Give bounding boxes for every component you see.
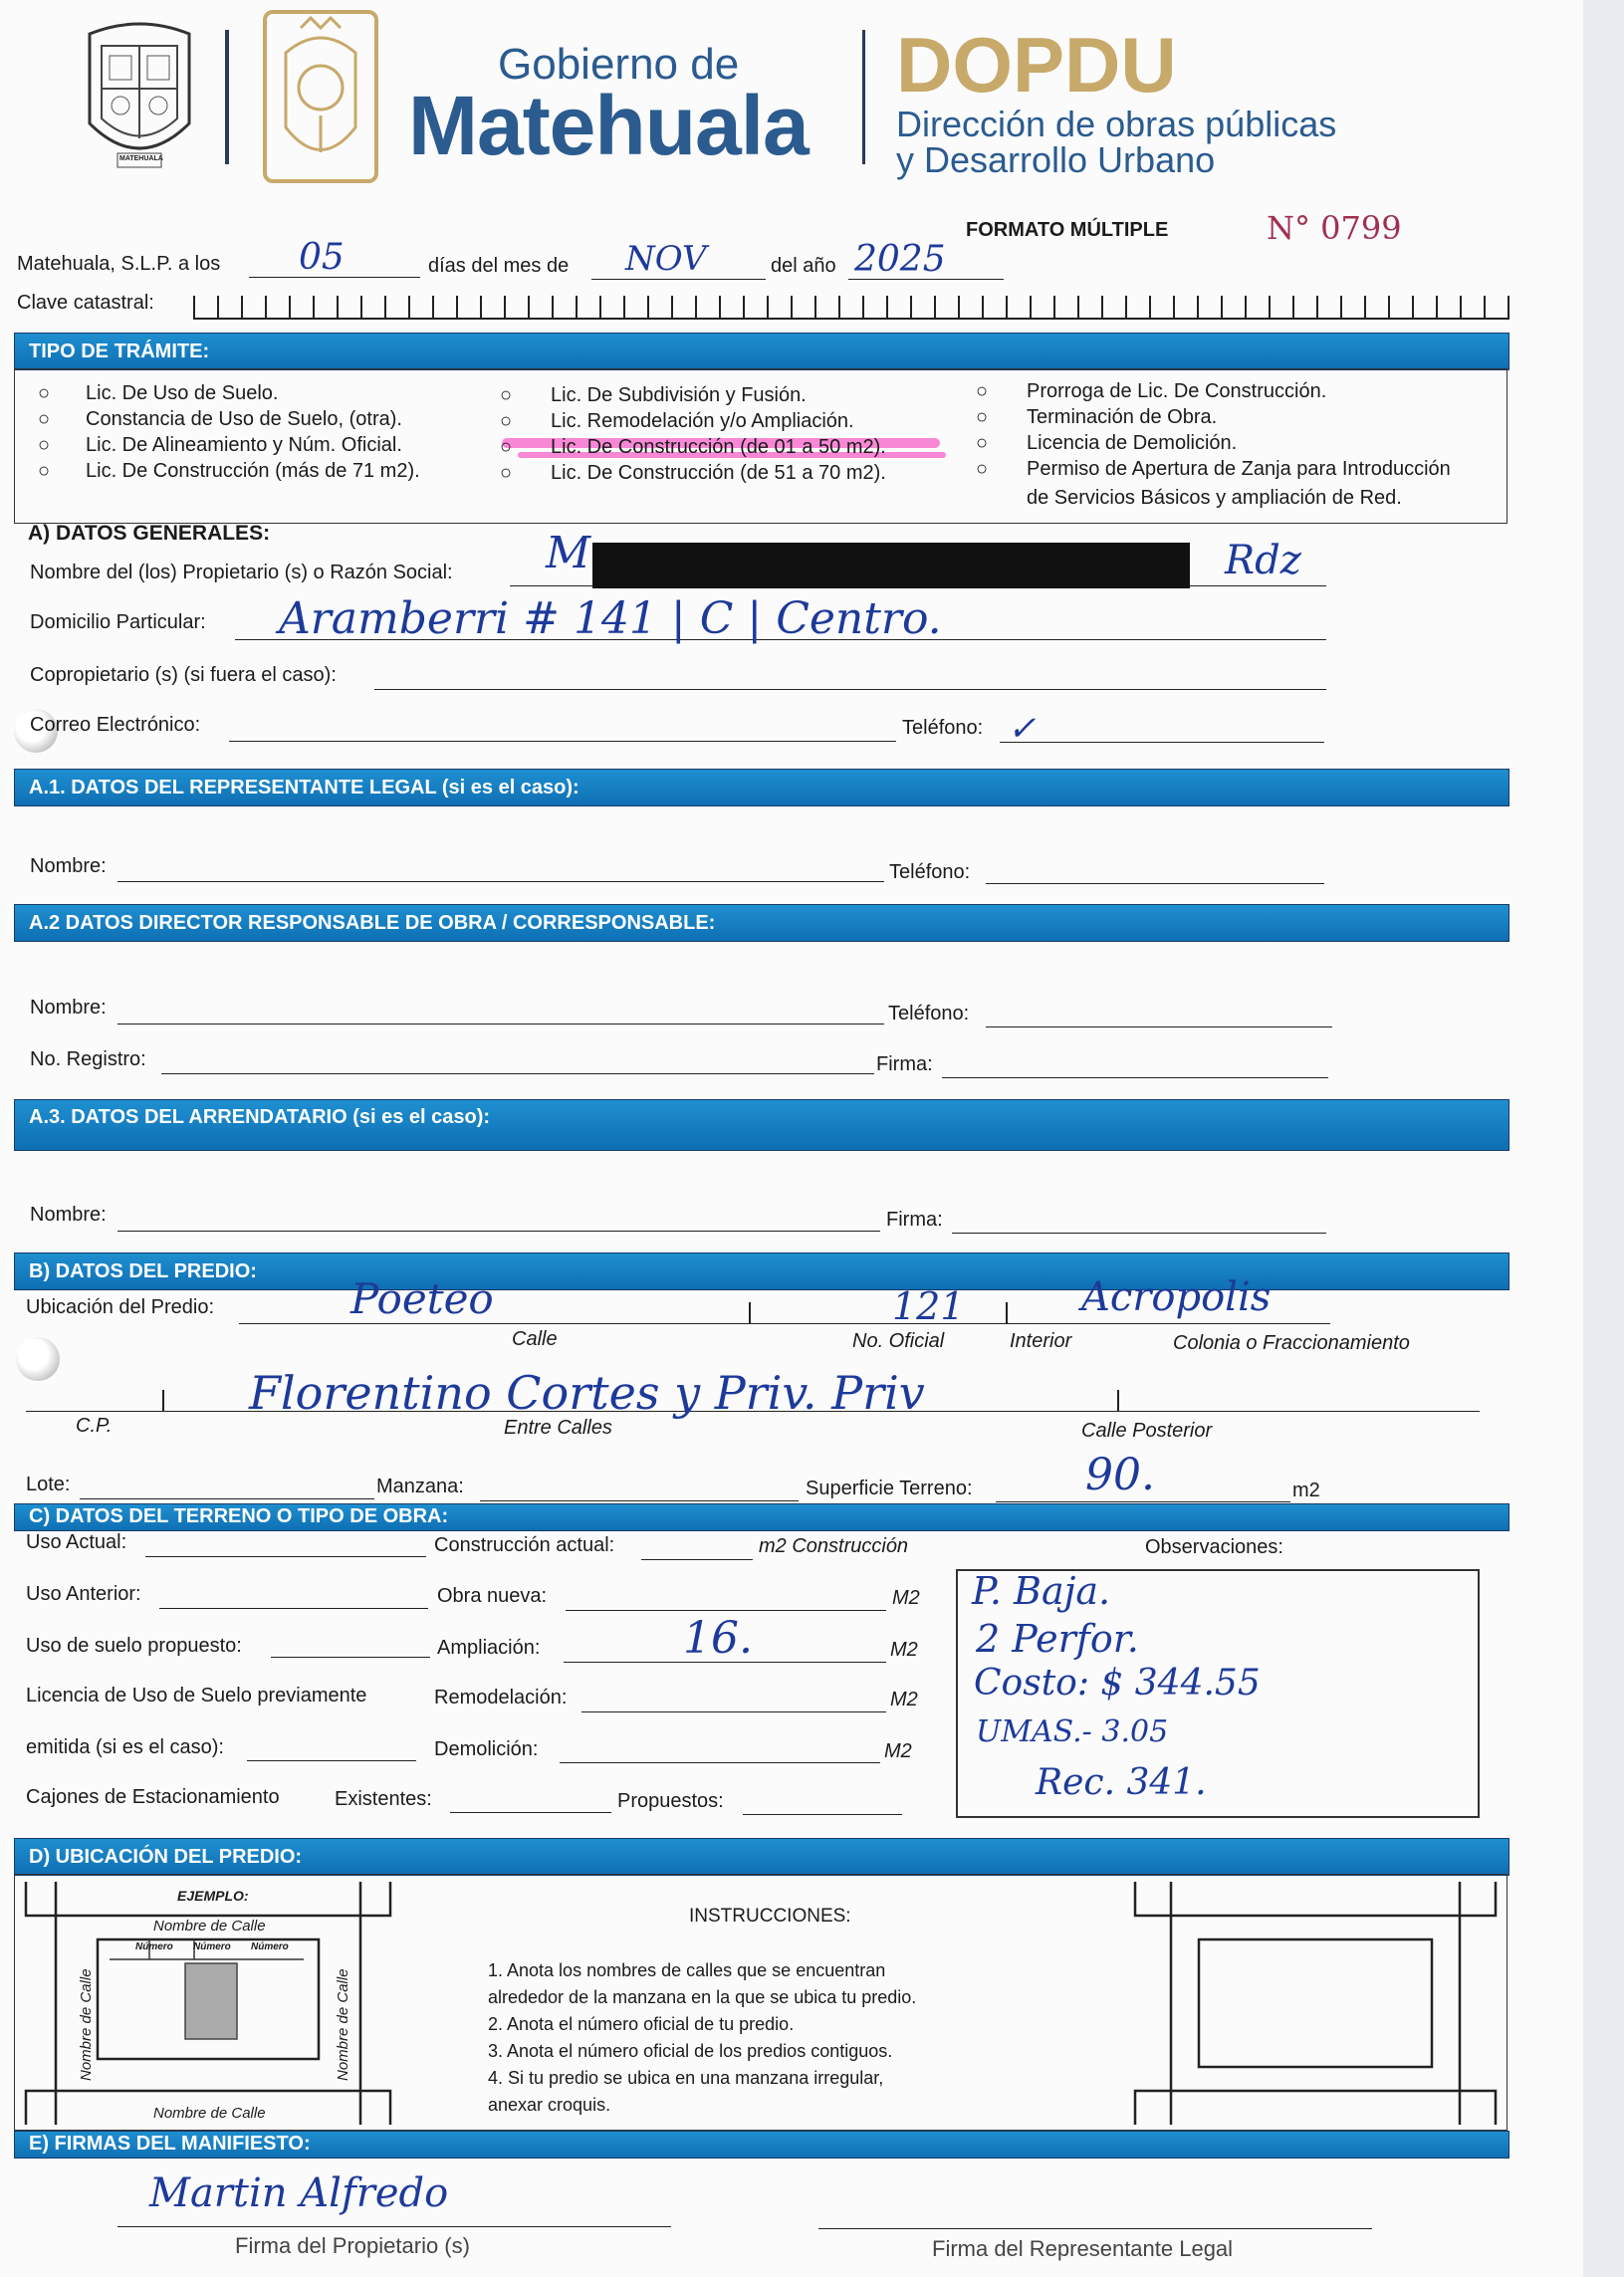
tramite-header-bar <box>14 333 1509 370</box>
tramite-option[interactable]: ○ <box>500 462 513 484</box>
surface-line[interactable] <box>996 1501 1290 1502</box>
unit-m2: M2 <box>892 1587 920 1609</box>
tramite-label: Lic. De Subdivisión y Fusión. <box>551 384 807 406</box>
dir-reg-line[interactable] <box>161 1073 874 1074</box>
uso-actual-label: Uso Actual: <box>26 1531 127 1553</box>
caption-cp: C.P. <box>76 1415 113 1437</box>
caption-number: No. Oficial <box>852 1330 945 1352</box>
tramite-option[interactable]: ○ <box>500 410 513 432</box>
government-line2: Matehuala <box>408 79 809 172</box>
licencia-previa-label-2: emitida (si es el caso): <box>26 1736 224 1758</box>
email-line[interactable] <box>229 741 896 742</box>
example-label: EJEMPLO: <box>177 1888 249 1904</box>
director-title: A.2 DATOS DIRECTOR RESPONSABLE DE OBRA / CORRESPONSABLE: <box>29 912 716 934</box>
municipal-seal-icon <box>261 8 380 185</box>
instructions-list <box>488 1957 916 2119</box>
dept-line1: Dirección de obras públicas <box>896 104 1337 144</box>
colony-value: Acropolis <box>1081 1274 1272 1320</box>
licencia-previa-line[interactable] <box>247 1760 416 1761</box>
representante-header-bar <box>14 769 1509 806</box>
dir-phone-label: Teléfono: <box>888 1003 970 1025</box>
coat-of-arms-icon <box>80 14 199 178</box>
field-divider <box>749 1302 751 1324</box>
tramite-title: TIPO DE TRÁMITE: <box>29 341 210 362</box>
tramite-label: Terminación de Obra. <box>1027 406 1218 428</box>
arrendatario-title: A.3. DATOS DEL ARRENDATARIO (si es el caso): <box>29 1106 491 1128</box>
instruction-line: 4. Si tu predio se ubica en una manzana irregular, <box>488 2068 884 2088</box>
cajones-label: Cajones de Estacionamiento <box>26 1786 280 1808</box>
folio-number: N° 0799 <box>1267 209 1402 247</box>
example-street-top: Nombre de Calle <box>153 1918 266 1935</box>
owner-signature: Martin Alfredo <box>149 2170 449 2216</box>
month-value: NOV <box>625 239 707 279</box>
example-number: Número <box>193 1941 231 1952</box>
uso-actual-line[interactable] <box>145 1556 426 1557</box>
tramite-option[interactable]: ○ <box>976 380 989 402</box>
obs-line: P. Baja. <box>972 1569 1111 1613</box>
dir-sign-line[interactable] <box>942 1077 1328 1078</box>
existentes-label: Existentes: <box>335 1788 432 1810</box>
surface-unit: m2 <box>1292 1480 1320 1501</box>
clave-label: Clave catastral: <box>17 292 154 314</box>
location-line[interactable] <box>239 1323 1330 1324</box>
remodelacion-label: Remodelación: <box>434 1687 568 1708</box>
generales-title: A) DATOS GENERALES: <box>28 522 271 545</box>
caption-interior: Interior <box>1010 1330 1072 1352</box>
caption-back: Calle Posterior <box>1081 1420 1213 1442</box>
remodelacion-line[interactable] <box>581 1711 886 1712</box>
arr-sign-line[interactable] <box>952 1233 1326 1234</box>
dir-sign-label: Firma: <box>876 1053 933 1075</box>
rep-name-label: Nombre: <box>30 855 107 877</box>
caption-colony: Colonia o Fraccionamiento <box>1173 1332 1410 1354</box>
year-label: del año <box>771 255 836 277</box>
instruction-line: alrededor de la manzana en la que se ubica tu predio. <box>488 1987 917 2007</box>
obra-nueva-line[interactable] <box>566 1610 886 1611</box>
location-label: Ubicación del Predio: <box>26 1296 214 1318</box>
day-value: 05 <box>299 237 345 278</box>
observaciones-label: Observaciones: <box>1145 1536 1283 1558</box>
owner-sign-caption: Firma del Propietario (s) <box>235 2233 470 2258</box>
dir-name-line[interactable] <box>117 1024 884 1025</box>
tramite-option[interactable]: ○ <box>500 384 513 406</box>
unit-m2: M2 <box>884 1740 912 1762</box>
address-label: Domicilio Particular: <box>30 611 206 633</box>
manzana-label: Manzana: <box>376 1476 464 1497</box>
obs-line: 2 Perfor. <box>976 1617 1139 1661</box>
tramite-option[interactable]: ○ <box>976 432 989 454</box>
terreno-header-bar <box>14 1503 1509 1531</box>
example-number: Número <box>135 1941 173 1952</box>
caption-street: Calle <box>512 1328 558 1350</box>
existentes-line[interactable] <box>450 1812 611 1813</box>
licencia-previa-label-1: Licencia de Uso de Suelo previamente <box>26 1685 367 1707</box>
page-edge <box>1583 0 1624 2277</box>
instruction-line: anexar croquis. <box>488 2095 611 2115</box>
predio-title: B) DATOS DEL PREDIO: <box>29 1260 257 1282</box>
arr-sign-label: Firma: <box>886 1209 943 1231</box>
obs-line: Costo: $ 344.55 <box>974 1663 1261 1704</box>
caption-between: Entre Calles <box>504 1417 612 1439</box>
format-label: FORMATO MÚLTIPLE <box>966 219 1169 241</box>
rep-name-line[interactable] <box>117 881 884 882</box>
day-label: días del mes de <box>428 255 570 277</box>
example-street-right: Nombre de Calle <box>335 1968 351 2081</box>
propuestos-label: Propuestos: <box>617 1790 724 1812</box>
number-value: 121 <box>892 1284 965 1328</box>
tramite-label: Lic. Remodelación y/o Ampliación. <box>551 410 854 432</box>
tramite-label: de Servicios Básicos y ampliación de Red. <box>1027 487 1402 509</box>
construccion-actual-line[interactable] <box>641 1559 753 1560</box>
ubicacion-header-bar <box>14 1838 1509 1876</box>
tramite-option[interactable]: ○ <box>976 458 989 480</box>
obs-line: Rec. 341. <box>1036 1762 1207 1803</box>
tramite-option[interactable]: ○ <box>38 408 51 430</box>
lote-label: Lote: <box>26 1474 71 1495</box>
header-divider <box>225 30 229 164</box>
field-divider <box>1117 1390 1119 1412</box>
punch-hole <box>16 1337 60 1381</box>
director-header-bar <box>14 904 1509 942</box>
address-value: Aramberri # 141 | C | Centro. <box>279 593 942 644</box>
rep-sign-caption: Firma del Representante Legal <box>932 2236 1234 2261</box>
propuestos-line[interactable] <box>743 1814 902 1815</box>
uso-anterior-label: Uso Anterior: <box>26 1583 141 1605</box>
year-value: 2025 <box>854 239 946 280</box>
tramite-option[interactable]: ○ <box>976 406 989 428</box>
rep-phone-label: Teléfono: <box>889 861 971 883</box>
government-line1: Gobierno de <box>498 40 740 89</box>
firmas-title: E) FIRMAS DEL MANIFIESTO: <box>29 2133 311 2155</box>
representante-title: A.1. DATOS DEL REPRESENTANTE LEGAL (si es el caso): <box>29 777 580 798</box>
surface-value: 90. <box>1085 1450 1155 1500</box>
dir-name-label: Nombre: <box>30 997 107 1019</box>
tramite-label: Lic. De Construcción (más de 71 m2). <box>86 460 420 482</box>
ampliacion-label: Ampliación: <box>437 1637 541 1659</box>
owner-label: Nombre del (los) Propietario (s) o Razón Social: <box>30 562 453 583</box>
dir-phone-line[interactable] <box>986 1026 1332 1027</box>
instruction-line: 1. Anota los nombres de calles que se encuentran <box>488 1960 886 1980</box>
demolicion-label: Demolición: <box>434 1738 539 1760</box>
lote-line[interactable] <box>80 1498 374 1499</box>
rep-phone-line[interactable] <box>986 883 1324 884</box>
ubicacion-title: D) UBICACIÓN DEL PREDIO: <box>29 1846 303 1868</box>
construccion-actual-label: Construcción actual: <box>434 1534 615 1556</box>
surface-label: Superficie Terreno: <box>806 1478 973 1499</box>
email-label: Correo Electrónico: <box>30 714 201 736</box>
redaction-bar <box>592 543 1190 588</box>
demolicion-line[interactable] <box>560 1762 880 1763</box>
owner-sign-line[interactable] <box>117 2226 671 2227</box>
unit-m2: M2 <box>890 1689 918 1710</box>
date-prefix: Matehuala, S.L.P. a los <box>17 253 221 275</box>
coowner-line[interactable] <box>374 689 1326 690</box>
tramite-option[interactable]: ○ <box>38 460 51 482</box>
street-value: Poeteo <box>350 1274 494 1323</box>
predio-header-bar <box>14 1252 1509 1290</box>
phone-value: ✓ <box>1008 709 1037 749</box>
m2-construccion-label: m2 Construcción <box>759 1535 909 1557</box>
tramite-label: Licencia de Demolición. <box>1027 432 1238 454</box>
instruction-line: 2. Anota el número oficial de tu predio. <box>488 2014 795 2034</box>
clave-catastral-boxes[interactable] <box>193 296 1509 320</box>
tramite-option[interactable]: ○ <box>500 436 513 458</box>
month-line[interactable] <box>591 279 766 280</box>
uso-propuesto-label: Uso de suelo propuesto: <box>26 1635 242 1657</box>
tramite-option[interactable]: ○ <box>38 434 51 456</box>
example-number: Número <box>251 1941 289 1952</box>
field-divider <box>1006 1302 1008 1324</box>
arr-name-line[interactable] <box>117 1231 880 1232</box>
uso-anterior-line[interactable] <box>159 1608 428 1609</box>
example-street-left: Nombre de Calle <box>78 1968 95 2081</box>
between-value: Florentino Cortes y Priv. Priv <box>249 1366 925 1420</box>
tramite-label: Lic. De Construcción (de 01 a 50 m2). <box>551 436 886 458</box>
tramite-option[interactable]: ○ <box>38 382 51 404</box>
example-street-bottom: Nombre de Calle <box>153 2105 266 2122</box>
phone-line[interactable] <box>1000 742 1324 743</box>
dept-acronym: DOPDU <box>896 21 1177 109</box>
ampliacion-value: 16. <box>683 1613 753 1664</box>
tramite-label: Permiso de Apertura de Zanja para Introducción <box>1027 458 1451 480</box>
croquis-diagram[interactable] <box>1131 1880 1500 2127</box>
seal-label: MATEHUALA <box>119 155 163 162</box>
field-divider <box>162 1390 164 1412</box>
tramite-label: Lic. De Alineamiento y Núm. Oficial. <box>86 434 402 456</box>
instruction-line: 3. Anota el número oficial de los predios contiguos. <box>488 2041 893 2061</box>
owner-value-start: M <box>546 528 591 578</box>
tramite-label: Lic. De Construcción (de 51 a 70 m2). <box>551 462 886 484</box>
obs-line: UMAS.- 3.05 <box>976 1714 1169 1749</box>
arr-name-label: Nombre: <box>30 1204 107 1226</box>
header-divider-2 <box>862 30 865 164</box>
firmas-header-bar <box>14 2131 1509 2159</box>
dept-line2: y Desarrollo Urbano <box>896 139 1216 180</box>
rep-sign-line[interactable] <box>818 2228 1372 2229</box>
dir-reg-label: No. Registro: <box>30 1048 146 1070</box>
phone-label: Teléfono: <box>902 717 984 739</box>
manzana-line[interactable] <box>480 1500 799 1501</box>
unit-m2: M2 <box>890 1639 918 1661</box>
tramite-label: Lic. De Uso de Suelo. <box>86 382 279 404</box>
coowner-label: Copropietario (s) (si fuera el caso): <box>30 664 337 686</box>
arrendatario-header-bar <box>14 1099 1509 1151</box>
owner-value-end: Rdz <box>1225 538 1301 583</box>
terreno-title: C) DATOS DEL TERRENO O TIPO DE OBRA: <box>29 1505 449 1527</box>
instructions-title: INSTRUCCIONES: <box>689 1906 851 1927</box>
tramite-label: Constancia de Uso de Suelo, (otra). <box>86 408 402 430</box>
tramite-label: Prorroga de Lic. De Construcción. <box>1027 380 1327 402</box>
uso-propuesto-line[interactable] <box>271 1657 430 1658</box>
obra-nueva-label: Obra nueva: <box>437 1585 548 1607</box>
